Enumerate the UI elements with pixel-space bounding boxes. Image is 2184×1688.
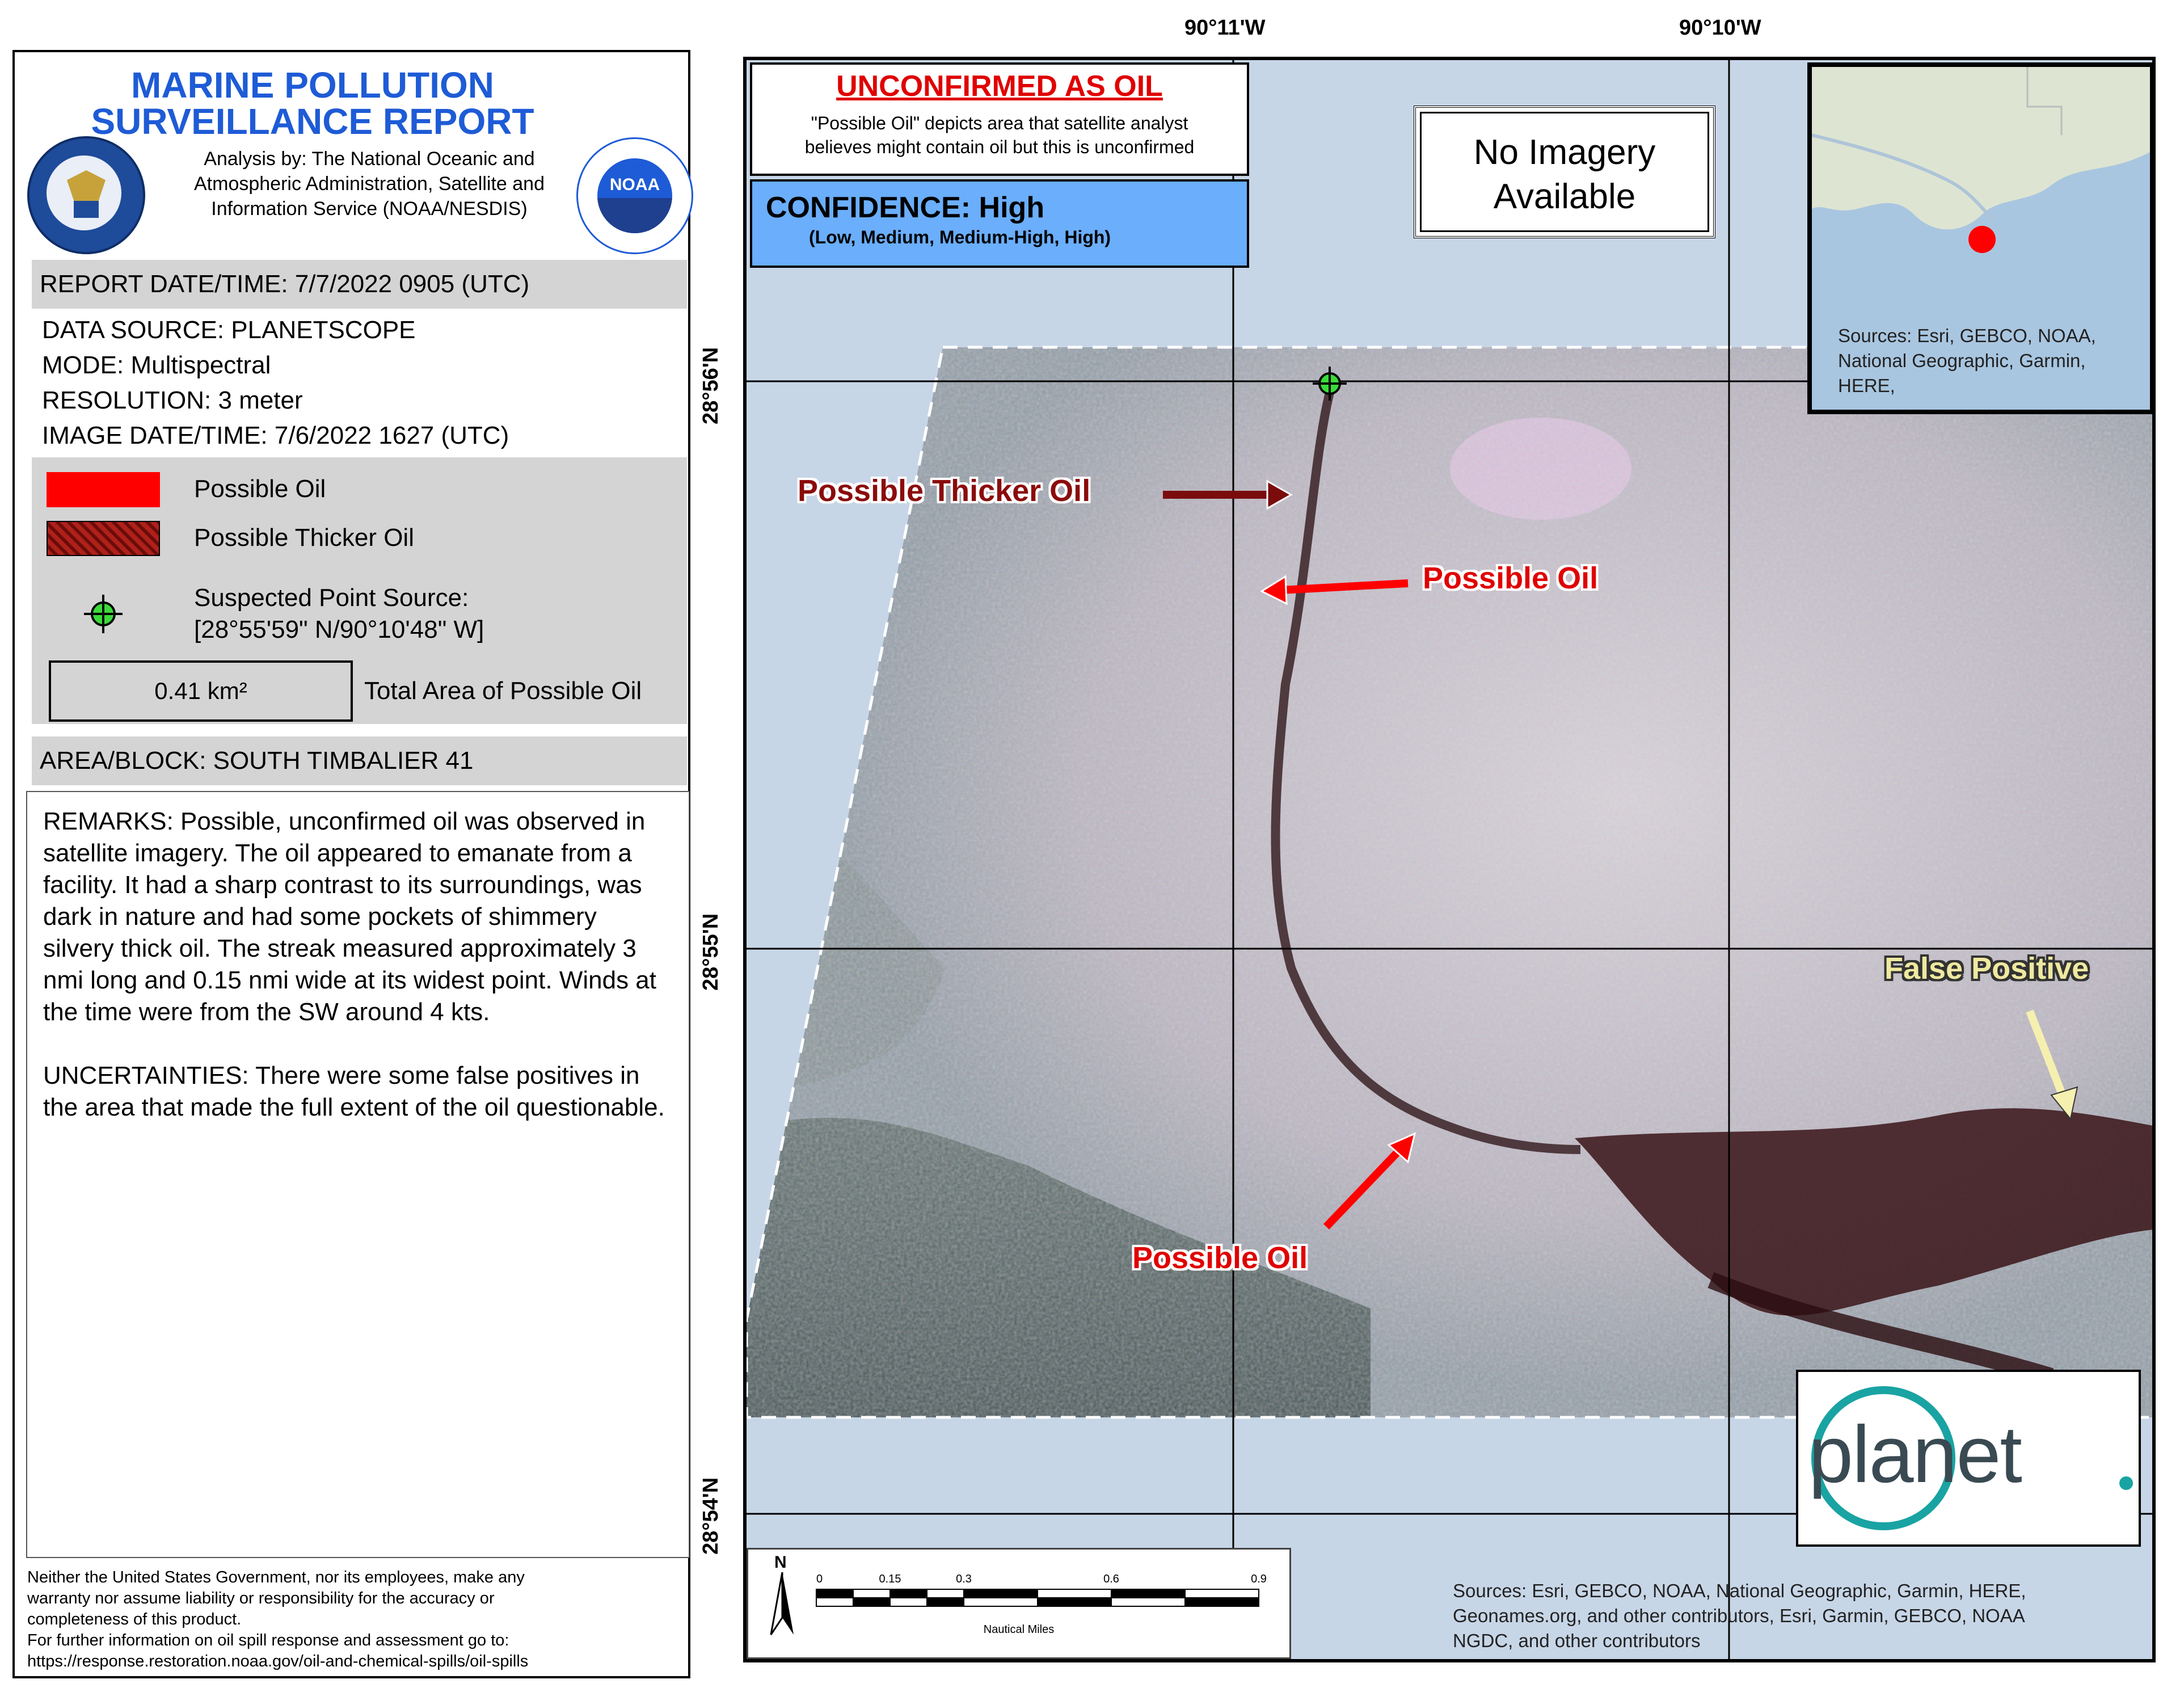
- total-area-label: Total Area of Possible Oil: [364, 677, 642, 705]
- unconfirmed-box: [750, 62, 1249, 176]
- unconfirmed-line2: believes might contain oil but this is unconfirmed: [804, 137, 1195, 157]
- lat-label-28-54: 28°54'N: [699, 1477, 723, 1555]
- legend-swatch-thicker-oil: [47, 521, 160, 556]
- remarks-paragraph: REMARKS: Possible, unconfirmed oil was observed in satellite imagery. The oil appeared to emanate from a facility. It had a sharp contrast to its surroundings, was dark in nature and had some pockets of shimmery silvery thick oil. The streak measured approximately 3 nmi long and 0.15 nmi wide at its widest point. Winds at the time were from the SW around 4 kts.: [43, 807, 656, 1026]
- legend-label-possible-oil: Possible Oil: [194, 475, 326, 503]
- lat-label-28-56: 28°56'N: [699, 347, 723, 424]
- scale-segment-top: [853, 1589, 890, 1598]
- map-sources: [1453, 1578, 2151, 1653]
- scale-segment-bottom: [853, 1598, 890, 1606]
- scale-segment-bottom: [890, 1598, 927, 1606]
- lon-label-90-11: 90°11'W: [1184, 16, 1266, 40]
- doc-seal-logo: [27, 136, 145, 254]
- data-source: DATA SOURCE: PLANETSCOPE: [42, 316, 416, 344]
- sources-line2: Geonames.org, and other contributors, Esri, Garmin, GEBCO, NOAA: [1453, 1605, 2025, 1626]
- scale-segment-bottom: [964, 1598, 1038, 1606]
- planet-logo-text: planet: [1808, 1409, 2021, 1500]
- image-datetime: IMAGE DATE/TIME: 7/6/2022 1627 (UTC): [42, 422, 509, 449]
- no-imagery-line2: Available: [1493, 177, 1636, 216]
- noaa-logo: [576, 137, 693, 254]
- map-frame: [743, 57, 2156, 1662]
- report-datetime: REPORT DATE/TIME: 7/7/2022 0905 (UTC): [32, 260, 687, 309]
- legend-swatch-possible-oil: [47, 472, 160, 507]
- scale-segment-top: [890, 1589, 927, 1598]
- north-label: N: [774, 1553, 787, 1572]
- scale-segment-top: [1111, 1589, 1185, 1598]
- scale-segment-top: [1038, 1589, 1111, 1598]
- scale-segment-bottom: [1038, 1598, 1111, 1606]
- uncertainties-paragraph: UNCERTAINTIES: There were some false positives in the area that made the full extent of the oil questionable.: [43, 1062, 665, 1121]
- disclaimer-line3: completeness of this product.: [27, 1610, 242, 1628]
- analysis-line3: Information Service (NOAA/NESDIS): [211, 198, 528, 220]
- report-panel: [12, 50, 690, 1678]
- scale-segment-top: [1185, 1589, 1259, 1598]
- lat-label-28-55: 28°55'N: [699, 913, 723, 991]
- scale-segment-top: [964, 1589, 1038, 1598]
- report-title-line2: SURVEILLANCE REPORT: [91, 101, 534, 142]
- label-thicker-oil: Possible Thicker Oil: [798, 474, 1091, 508]
- confidence-level: CONFIDENCE: High: [766, 191, 1045, 224]
- disclaimer-url: https://response.restoration.noaa.gov/oil-and-chemical-spills/oil-spills: [27, 1652, 529, 1670]
- point-source-icon: [81, 591, 126, 637]
- resolution: RESOLUTION: 3 meter: [42, 386, 303, 414]
- label-possible-oil-upper: Possible Oil: [1423, 561, 1599, 595]
- lon-label-90-10: 90°10'W: [1679, 16, 1761, 40]
- scale-tick-label: 0.6: [1103, 1573, 1119, 1585]
- disclaimer-line1: Neither the United States Government, nor its employees, make any: [27, 1568, 525, 1586]
- legend: [32, 457, 687, 724]
- inset-locator-map: [1807, 62, 2155, 414]
- scale-segment-top: [927, 1589, 964, 1598]
- scale-tick-label: 0: [816, 1573, 823, 1585]
- unconfirmed-line1: "Possible Oil" depicts area that satellite analyst: [811, 113, 1188, 133]
- area-block: AREA/BLOCK: SOUTH TIMBALIER 41: [32, 736, 687, 785]
- confidence-box: [750, 179, 1249, 268]
- disclaimer-line2: warranty nor assume liability or responsibility for the accuracy or: [27, 1589, 495, 1607]
- scale-tick-label: 0.9: [1251, 1573, 1267, 1585]
- remarks-text: [43, 806, 673, 1123]
- disclaimer-line4: For further information on oil spill response and assessment go to:: [27, 1631, 509, 1649]
- analysis-line2: Atmospheric Administration, Satellite and: [194, 173, 545, 195]
- report-title-line1: MARINE POLLUTION: [131, 65, 494, 106]
- scale-tick-label: 0.15: [879, 1573, 901, 1585]
- legend-label-thicker-oil: Possible Thicker Oil: [194, 524, 414, 552]
- scale-bar: [747, 1548, 1291, 1659]
- scale-segment-bottom: [1185, 1598, 1259, 1606]
- label-false-positive: False Positive: [1884, 952, 2089, 986]
- analysis-line1: Analysis by: The National Oceanic and: [204, 148, 535, 170]
- label-possible-oil-lower: Possible Oil: [1132, 1241, 1308, 1275]
- analysis-credit: [162, 146, 576, 221]
- no-imagery-box: [1414, 106, 1715, 238]
- scale-segment-bottom: [816, 1598, 853, 1606]
- scale-units: Nautical Miles: [983, 1623, 1055, 1636]
- unconfirmed-title: UNCONFIRMED AS OIL: [836, 70, 1163, 103]
- scale-segment-bottom: [1111, 1598, 1185, 1606]
- scale-segment-top: [816, 1589, 853, 1598]
- scale-tick-label: 0.3: [956, 1573, 972, 1585]
- inset-sources: Sources: Esri, GEBCO, NOAA, National Geographic, Garmin, HERE,: [1838, 325, 2096, 396]
- legend-label-point-source: Suspected Point Source:: [194, 584, 469, 612]
- mode: MODE: Multispectral: [42, 351, 271, 379]
- confidence-scale: (Low, Medium, Medium-High, High): [809, 227, 1111, 247]
- scale-segment-bottom: [927, 1598, 964, 1606]
- sources-line1: Sources: Esri, GEBCO, NOAA, National Geographic, Garmin, HERE,: [1453, 1580, 2026, 1601]
- total-area-value: 0.41 km²: [49, 660, 353, 722]
- legend-point-source-coords: [28°55'59" N/90°10'48" W]: [194, 616, 484, 643]
- no-imagery-line1: No Imagery: [1473, 133, 1656, 172]
- planet-logo: [1796, 1370, 2141, 1547]
- noaa-logo-text: NOAA: [609, 175, 660, 194]
- remarks-box: [26, 791, 690, 1558]
- sources-line3: NGDC, and other contributors: [1453, 1630, 1701, 1651]
